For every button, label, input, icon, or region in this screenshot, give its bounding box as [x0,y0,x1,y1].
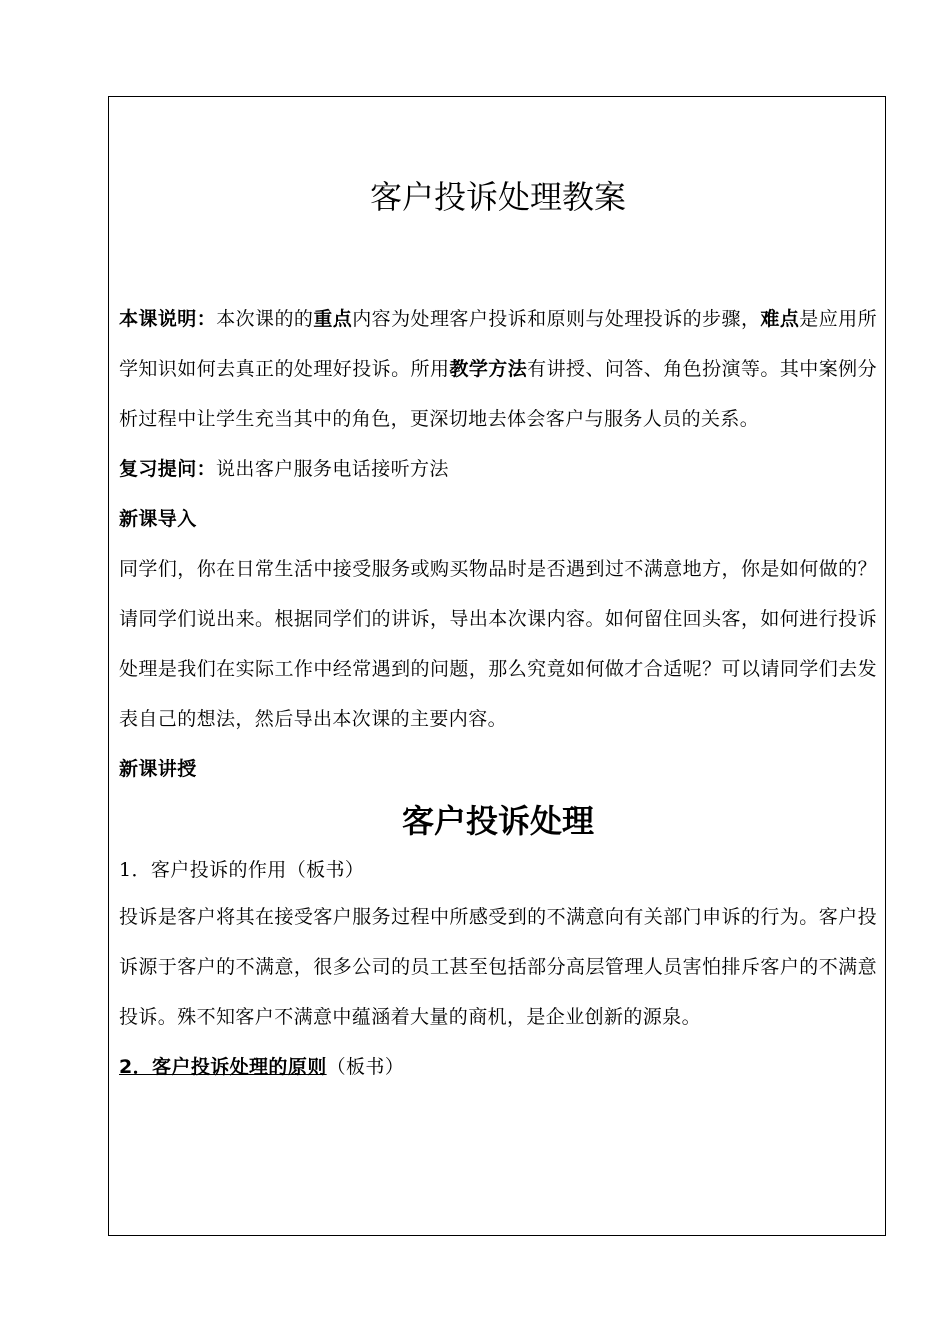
section2-heading-line [119,1042,877,1092]
focus-label: 重点 [313,308,353,330]
intro-text-2: 内容为处理客户投诉和原则与处理投诉的步骤， [352,308,761,330]
method-label: 教学方法 [449,358,528,380]
review-text: 说出客户服务电话接听方法 [216,458,449,480]
new-lesson-intro-heading: 新课导入 [119,508,197,530]
intro-label: 本课说明： [119,308,217,330]
section1-text: 投诉是客户将其在接受客户服务过程中所感受到的不满意向有关部门申诉的行为。客户投诉源于客户的不满意，很多公司的员工甚至包括部分高层管理人员害怕排斥客户的不满意投诉。殊不知客户不满意中蕴涵着大量的商机，是企业创新的源泉。 [119,906,877,1028]
section2-suffix: （板书） [326,1056,405,1078]
difficulty-label: 难点 [760,308,800,330]
document-body [119,294,877,1092]
new-lesson-teach-heading: 新课讲授 [119,758,197,780]
new-lesson-intro-text: 同学们，你在日常生活中接受服务或购买物品时是否遇到过不满意地方，你是如何做的？请同学们说出来。根据同学们的讲诉，导出本次课内容。如何留住回头客，如何进行投诉处理是我们在实际工作中经常遇到的问题，那么究竟如何做才合适呢？可以请同学们去发表自己的想法，然后导出本次课的主要内容。 [119,558,877,730]
review-paragraph [119,444,877,494]
intro-text-4: 有讲授、问答、角色扮演等。其中案例分析过程中让学生充当其中的角色，更深切地去体会客户与服务人员的关系。 [119,358,877,430]
intro-text-3: 是应用所学知识如何去真正的处理好投诉。所用 [119,308,877,380]
document-frame [108,96,886,1236]
section-title: 客户投诉处理 [401,802,594,840]
intro-paragraph [119,294,877,444]
intro-text-1: 本次课的的 [216,308,314,330]
review-label: 复习提问： [119,458,217,480]
section2-heading: 2．客户投诉处理的原则 [119,1056,327,1078]
document-title: 客户投诉处理教案 [369,178,626,216]
section1-heading: 1．客户投诉的作用（板书） [119,859,365,881]
